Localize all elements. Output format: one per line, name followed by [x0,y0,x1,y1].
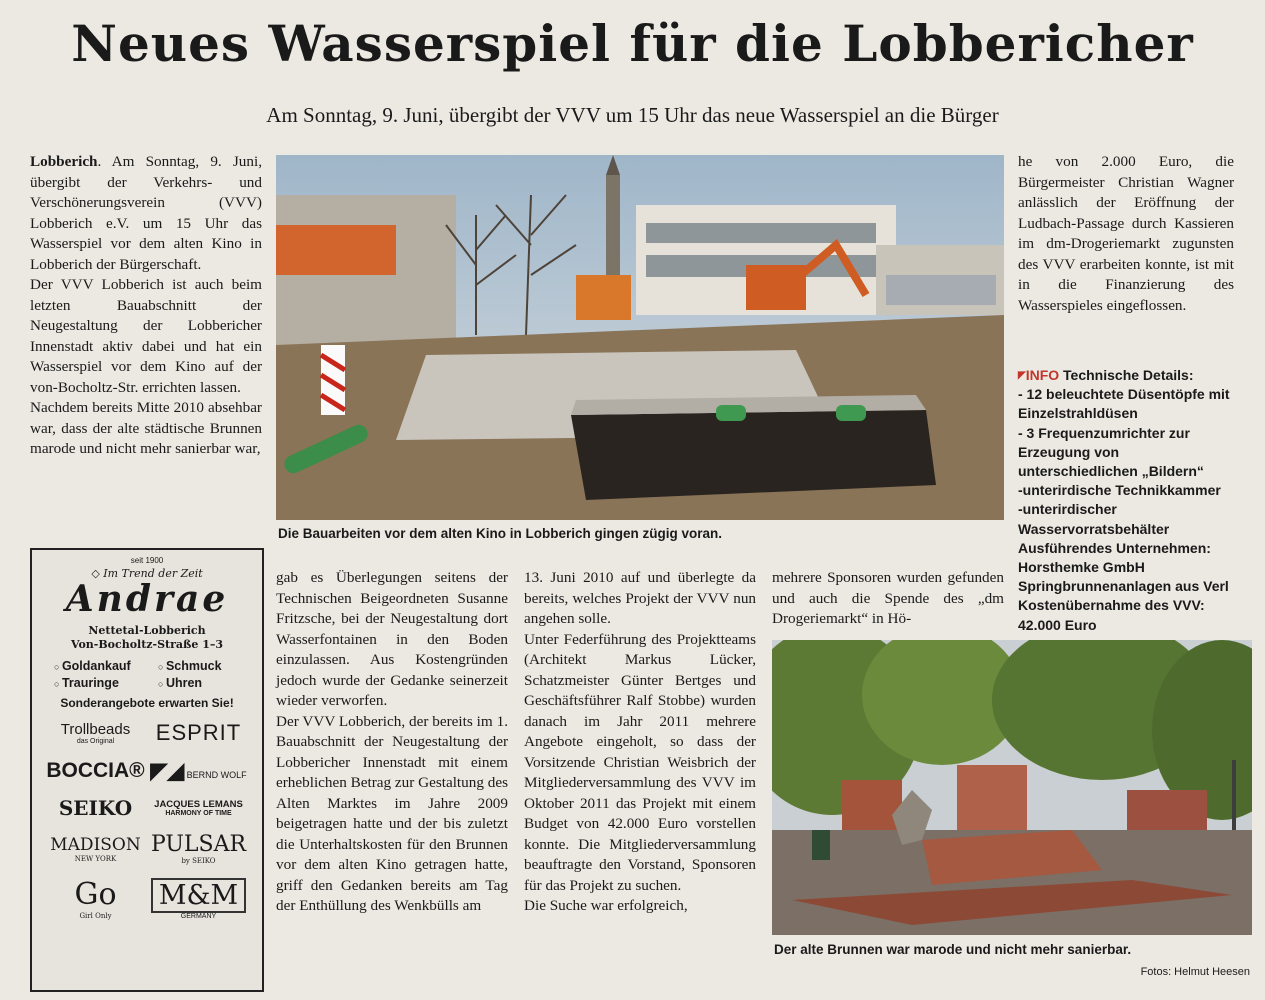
jeweler-advertisement [30,548,264,992]
construction-photo [276,155,1004,520]
article-subheadline: Am Sonntag, 9. Juni, übergibt der VVV um 15 Uhr das neue Wasserspiel an die Bürger [266,103,999,127]
ad-category: ○ Uhren [158,675,262,692]
article-column-2 [276,568,508,917]
paragraph-2: Der VVV Lobberich ist auch beim letzten Bauabschnitt der Neugestaltung der Lobbericher Innenstadt aktiv dabei und hat ein Wasserspiel vor dem Kino auf der von-Bocholtz-Str. errichten lassen. [30,276,262,396]
dateline: Lobberich [30,153,98,170]
ad-since: seit 1900 [130,556,164,565]
paragraph-3: Nachdem bereits Mitte 2010 absehbar war, dass der alte städtische Brunnen marode und nicht mehr sanierbar war, [30,399,262,457]
ad-address: Nettetal-Lobberich Von-Bocholtz-Straße 1–3 [70,624,224,651]
article-column-4 [772,568,1004,630]
paragraph-col3-1: 13. Juni 2010 auf und überlegte da bereits, welches Projekt der VVV nun angehen solle. [524,569,756,627]
paragraph-col3-2: Unter Federführung des Projektteams (Architekt Markus Lücker, Schatzmeister Günter Bertges und Geschäftsführer Ralf Stobbe) wurden danach im Jahr 2011 mehrere Angebote eingeholt, so dass der Vorsitzende Christian Weisbrich der Mitgliederversammlung des VVV im Oktober 2011 das Projekt mit einem Budget von 42.000 Euro vorstellen konnte. Die Mitgliederversammlung beauftragte den Vorstand, Sponsoren für das Projekt zu suchen. [524,630,756,894]
brand-esprit: ESPRIT [155,720,242,745]
ad-brand-logos [44,720,250,920]
brand-seiko: SEIKO [58,796,133,820]
brand-trollbeads: Trollbeads das Original [60,721,131,745]
info-line-4: -unterirdischer Wasservorratsbehälter [1018,501,1170,537]
info-title: Technische Details: [1063,367,1194,383]
ad-categories [54,658,262,692]
brand-madison: MADISON NEW YORK [50,834,141,863]
paragraph-1: Lobberich. Am Sonntag, 9. Juni, übergibt der Verkehrs- und Verschönerungsverein (VVV) Lobberich e.V. um 15 Uhr das Wasserspiel vor dem alten Kino in Lobberich der Bürgerschaft. [30,153,262,273]
brand-boccia: BOCCIA® [46,759,145,782]
brand-go-girl-only: Go Girl Only [74,877,117,920]
info-line-1: - 12 beleuchtete Düsentöpfe mit Einzelstrahldüsen [1018,386,1230,422]
paragraph-col3-3: Die Suche war erfolgreich, [524,897,688,914]
article-column-3 [524,568,756,917]
ad-category: ○ Trauringe [54,675,158,692]
ad-category: ○ Goldankauf [54,658,158,675]
info-box [1018,366,1236,635]
info-tag: ◤ INFO [1018,367,1059,383]
ad-logo: Andrae [65,578,229,620]
bernd-wolf-logo-icon: ◤◢ [150,758,185,783]
old-fountain-photo-caption: Der alte Brunnen war marode und nicht mehr sanierbar. [774,942,1132,957]
construction-photo-caption: Die Bauarbeiten vor dem alten Kino in Lobberich gingen zügig voran. [278,526,723,541]
paragraph-col5: he von 2.000 Euro, die Bürgermeister Christian Wagner anlässlich der Eröffnung der Ludbach-Passage durch Kassieren im dm-Drogeriemarkt zugunsten des VVV erarbeiten konnte, ist mit in die Finanzierung des Wasserspieles eingeflossen. [1018,153,1234,314]
photo-credit: Fotos: Helmut Heesen [1140,966,1250,978]
article-column-1 [30,152,262,460]
brand-mm: M&M GERMANY [147,878,250,920]
ad-slogan: ◇ Im Trend der Zeit [91,567,203,580]
article-column-5 [1018,152,1234,316]
diamond-icon: ◇ [91,567,100,580]
brand-jacques-lemans: JACQUES LEMANS HARMONY OF TIME [154,799,243,817]
paragraph-col2-2: Der VVV Lobberich, der bereits im 1. Bauabschnitt der Neugestaltung der Lobbericher Innenstadt mit einem erheblichen Betrag zur Gestaltung des Alten Marktes im Jahre 2009 beigetragen hatte und der bis zuletzt die Unterhaltskosten für den Brunnen vor dem alten Kino getragen hatte, griff den Gedanken bereits am Tag der Enthüllung des Wenkbülls am [276,712,508,914]
paragraph-col4: mehrere Sponsoren wurden gefunden und auch die Spende des „dm Drogeriemarkt“ in Hö- [772,569,1004,627]
info-line-3: -unterirdische Technikkammer [1018,482,1221,499]
brand-bernd-wolf: ◤◢ BERND WOLF [150,758,247,783]
ad-category: ○ Schmuck [158,658,262,675]
info-line-2: - 3 Frequenzumrichter zur Erzeugung von unterschiedlichen „Bildern“ [1018,424,1204,480]
brand-pulsar: PULSAR by SEIKO [150,832,247,865]
article-headline: Neues Wasserspiel für die Lobbericher [71,14,1194,73]
info-cost: Kostenübernahme des VVV: 42.000 Euro [1018,597,1205,633]
old-fountain-photo [772,640,1252,935]
info-company: Ausführendes Unternehmen: Horsthemke GmbH Springbrunnenanlagen aus Verl [1018,539,1229,595]
paragraph-col2-1: gab es Überlegungen seitens der Technischen Beigeordneten Susanne Fritzsche, bei der Neugestaltung dort Wasserfontainen in den Boden einzulassen. Aus Kostengründen jedoch wurde der Gedanke seinerzeit wieder verworfen. [276,569,508,709]
ad-offer: Sonderangebote erwarten Sie! [60,696,234,710]
